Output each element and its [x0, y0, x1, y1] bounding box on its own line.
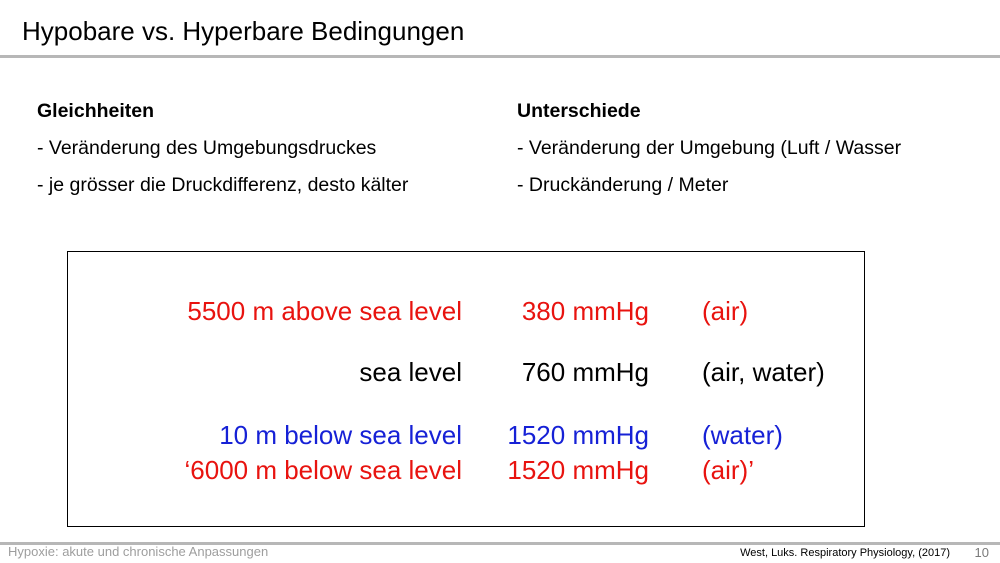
similarities-item: - je grösser die Druckdifferenz, desto kälter	[37, 174, 409, 196]
similarities-item: - Veränderung des Umgebungsdruckes	[37, 137, 377, 159]
medium-label: (water)	[702, 420, 783, 450]
differences-heading: Unterschiede	[517, 100, 641, 122]
pressure-row	[68, 453, 864, 487]
pressure-row	[68, 418, 864, 452]
pressure-value: 380 mmHg	[521, 296, 649, 326]
altitude-label: ‘6000 m below sea level	[184, 455, 462, 485]
pressure-value: 760 mmHg	[521, 357, 649, 387]
pressure-comparison-box	[67, 251, 865, 527]
altitude-label: 10 m below sea level	[219, 420, 462, 450]
citation: West, Luks. Respiratory Physiology, (2017)	[740, 547, 950, 559]
similarities-column	[37, 98, 408, 209]
pressure-row	[68, 355, 864, 389]
title-divider	[0, 55, 1000, 58]
differences-item: - Veränderung der Umgebung (Luft / Wasser	[517, 137, 902, 159]
medium-label: (air)	[702, 296, 749, 326]
altitude-label: 5500 m above sea level	[187, 296, 462, 326]
page-number: 10	[974, 545, 989, 560]
pressure-value: 1520 mmHg	[507, 455, 649, 485]
similarities-heading: Gleichheiten	[37, 100, 155, 122]
altitude-label: sea level	[359, 357, 462, 387]
pressure-value: 1520 mmHg	[507, 420, 649, 450]
presentation-subtitle: Hypoxie: akute und chronische Anpassungen	[8, 544, 269, 559]
pressure-row	[68, 294, 864, 328]
differences-column	[517, 98, 901, 209]
slide-title: Hypobare vs. Hyperbare Bedingungen	[22, 16, 465, 46]
medium-label: (air, water)	[702, 357, 825, 387]
differences-item: - Druckänderung / Meter	[517, 174, 729, 196]
medium-label: (air)’	[702, 455, 754, 485]
